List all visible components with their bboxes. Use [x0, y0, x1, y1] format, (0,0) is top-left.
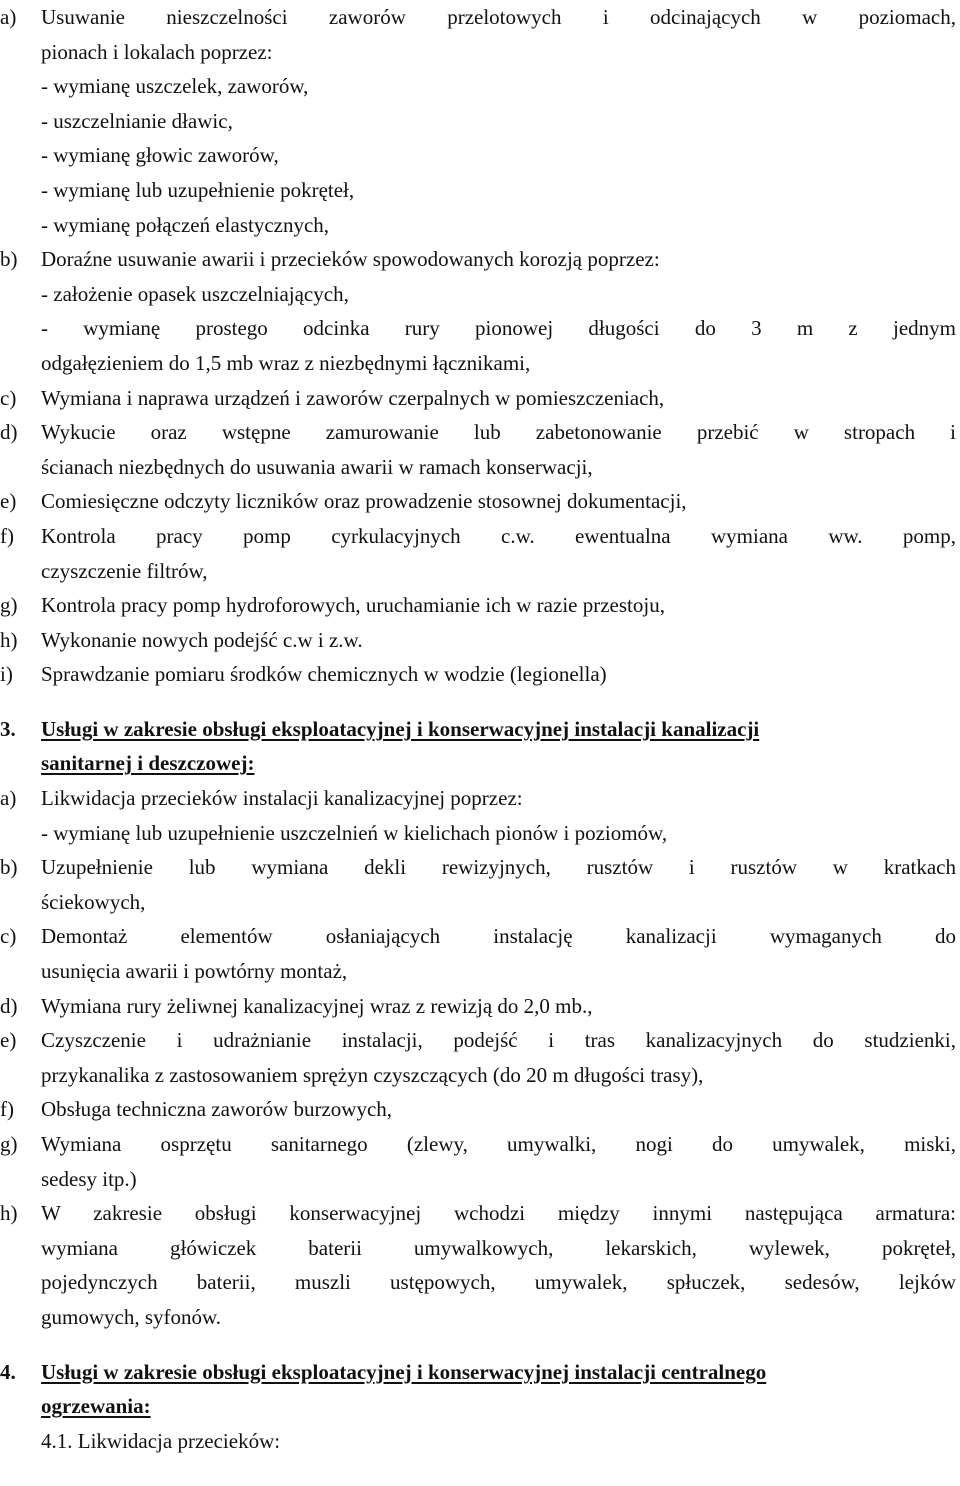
item-label: d) [0, 420, 18, 445]
s3-item-a [0, 781, 960, 850]
item-line: gumowych, syfonów. [41, 1304, 222, 1329]
item-label: i) [0, 662, 13, 687]
item-line: Uzupełnienie lub wymiana dekli rewizyjnych, rusztów i rusztów w kratkach [41, 855, 956, 880]
item-body [41, 850, 956, 919]
item-label: c) [0, 385, 17, 410]
item-body [41, 484, 956, 519]
list-item-a [0, 0, 960, 242]
section-4 [0, 1355, 960, 1459]
section-number: 4. [0, 1359, 16, 1384]
item-line: Wykonanie nowych podejść c.w i z.w. [41, 627, 363, 652]
s3-item-d [0, 989, 960, 1024]
section-heading-line: Usługi w zakresie obsługi eksploatacyjnej i konserwacyjnej instalacji centralnego [41, 1359, 767, 1384]
list-item-f [0, 519, 960, 588]
item-body [41, 1127, 956, 1196]
item-line: ścianach niezbędnych do usuwania awarii w ramach konserwacji, [41, 454, 593, 479]
section-heading-line: Usługi w zakresie obsługi eksploatacyjnej i konserwacyjnej instalacji kanalizacji [41, 716, 760, 741]
item-line: Doraźne usuwanie awarii i przecieków spowodowanych korozją poprzez: [41, 247, 660, 272]
item-body [41, 588, 956, 623]
item-line: Wykucie oraz wstępne zamurowanie lub zabetonowanie przebić w stropach i [41, 420, 956, 445]
section-heading-line: sanitarnej i deszczowej: [41, 751, 255, 776]
item-line: Usuwanie nieszczelności zaworów przelotowych i odcinających w poziomach, [41, 5, 956, 29]
section-heading-text [41, 712, 960, 781]
item-line: Sprawdzanie pomiaru środków chemicznych w wodzie (legionella) [41, 662, 607, 687]
s3-item-g [0, 1127, 960, 1196]
item-label: h) [0, 1201, 18, 1226]
item-body [41, 989, 956, 1024]
item-line: - wymianę lub uzupełnienie pokręteł, [41, 177, 355, 202]
list-item-i [0, 657, 960, 692]
item-line: przykanalika z zastosowaniem sprężyn czyszczących (do 20 m długości trasy), [41, 1062, 704, 1087]
list-item-h [0, 623, 960, 658]
item-line: Comiesięczne odczyty liczników oraz prowadzenie stosownej dokumentacji, [41, 489, 687, 514]
item-line: - wymianę połączeń elastycznych, [41, 212, 330, 237]
item-body [41, 623, 956, 658]
item-line: Wymiana osprzętu sanitarnego (zlewy, umywalki, nogi do umywalek, miski, [41, 1132, 956, 1156]
item-label: a) [0, 786, 17, 811]
item-line: czyszczenie filtrów, [41, 558, 208, 583]
item-body [41, 781, 956, 850]
item-line: pionach i lokalach poprzez: [41, 39, 273, 64]
item-line: Obsługa techniczna zaworów burzowych, [41, 1097, 393, 1122]
item-line: Kontrola pracy pomp cyrkulacyjnych c.w. ewentualna wymiana ww. pomp, [41, 523, 956, 548]
item-line: - założenie opasek uszczelniających, [41, 281, 349, 306]
section-heading-text [41, 1355, 960, 1424]
item-line: W zakresie obsługi konserwacyjnej wchodzi między innymi następująca armatura: [41, 1201, 956, 1226]
item-line: Czyszczenie i udrażnianie instalacji, podejść i tras kanalizacyjnych do studzienki, [41, 1028, 956, 1053]
item-line: pojedynczych baterii, muszli ustępowych, umywalek, spłuczek, sedesów, lejków [41, 1270, 956, 1295]
section-3-heading [0, 712, 960, 781]
item-label: e) [0, 1028, 17, 1053]
item-line: - wymianę uszczelek, zaworów, [41, 74, 309, 99]
list-item-c [0, 381, 960, 416]
subsection-heading: 4.1. Likwidacja przecieków: [41, 1428, 281, 1453]
item-line: - wymianę lub uzupełnienie uszczelnień w kielichach pionów i poziomów, [41, 820, 668, 845]
list-a-section [0, 0, 960, 692]
section-4-heading [0, 1355, 960, 1424]
item-body [41, 0, 956, 242]
item-label: e) [0, 489, 17, 514]
s3-item-f [0, 1092, 960, 1127]
section-number: 3. [0, 716, 16, 741]
item-label: g) [0, 593, 18, 618]
item-line: Demontaż elementów osłaniających instalację kanalizacji wymaganych do [41, 924, 956, 949]
item-line: Likwidacja przecieków instalacji kanalizacyjnej poprzez: [41, 786, 523, 811]
s3-item-e [0, 1023, 960, 1092]
item-line: wymiana główiczek baterii umywalkowych, lekarskich, wylewek, pokręteł, [41, 1235, 956, 1260]
item-body [41, 919, 956, 988]
item-line: - wymianę prostego odcinka rury pionowej długości do 3 m z jednym [41, 316, 956, 341]
list-item-e [0, 484, 960, 519]
item-label: b) [0, 855, 18, 880]
item-body [41, 1023, 956, 1092]
item-label: d) [0, 993, 18, 1018]
item-label: c) [0, 924, 17, 949]
list-item-d [0, 415, 960, 484]
item-label: b) [0, 247, 18, 272]
item-body [41, 1092, 956, 1127]
s3-item-b [0, 850, 960, 919]
item-label: f) [0, 1097, 14, 1122]
item-line: - wymianę głowic zaworów, [41, 143, 279, 168]
item-body [41, 1196, 956, 1334]
item-body [41, 657, 956, 692]
item-line: odgałęzieniem do 1,5 mb wraz z niezbędnymi łącznikami, [41, 350, 531, 375]
list-item-b [0, 242, 960, 380]
list-item-g [0, 588, 960, 623]
item-label: f) [0, 523, 14, 548]
item-line: Wymiana rury żeliwnej kanalizacyjnej wraz z rewizją do 2,0 mb., [41, 993, 593, 1018]
item-line: Kontrola pracy pomp hydroforowych, uruchamianie ich w razie przestoju, [41, 593, 665, 618]
item-body [41, 519, 956, 588]
item-line: sedesy itp.) [41, 1166, 137, 1191]
item-label: a) [0, 5, 17, 29]
item-label: h) [0, 627, 18, 652]
item-body [41, 415, 956, 484]
section-heading-line: ogrzewania: [41, 1394, 151, 1419]
item-line: Wymiana i naprawa urządzeń i zaworów czerpalnych w pomieszczeniach, [41, 385, 665, 410]
s3-item-c [0, 919, 960, 988]
section-3 [0, 712, 960, 1335]
s3-item-h [0, 1196, 960, 1334]
item-body [41, 242, 956, 380]
item-label: g) [0, 1132, 18, 1156]
item-line: ściekowych, [41, 889, 146, 914]
item-line: - uszczelnianie dławic, [41, 108, 233, 133]
item-body [41, 381, 956, 416]
item-line: usunięcia awarii i powtórny montaż, [41, 959, 348, 984]
